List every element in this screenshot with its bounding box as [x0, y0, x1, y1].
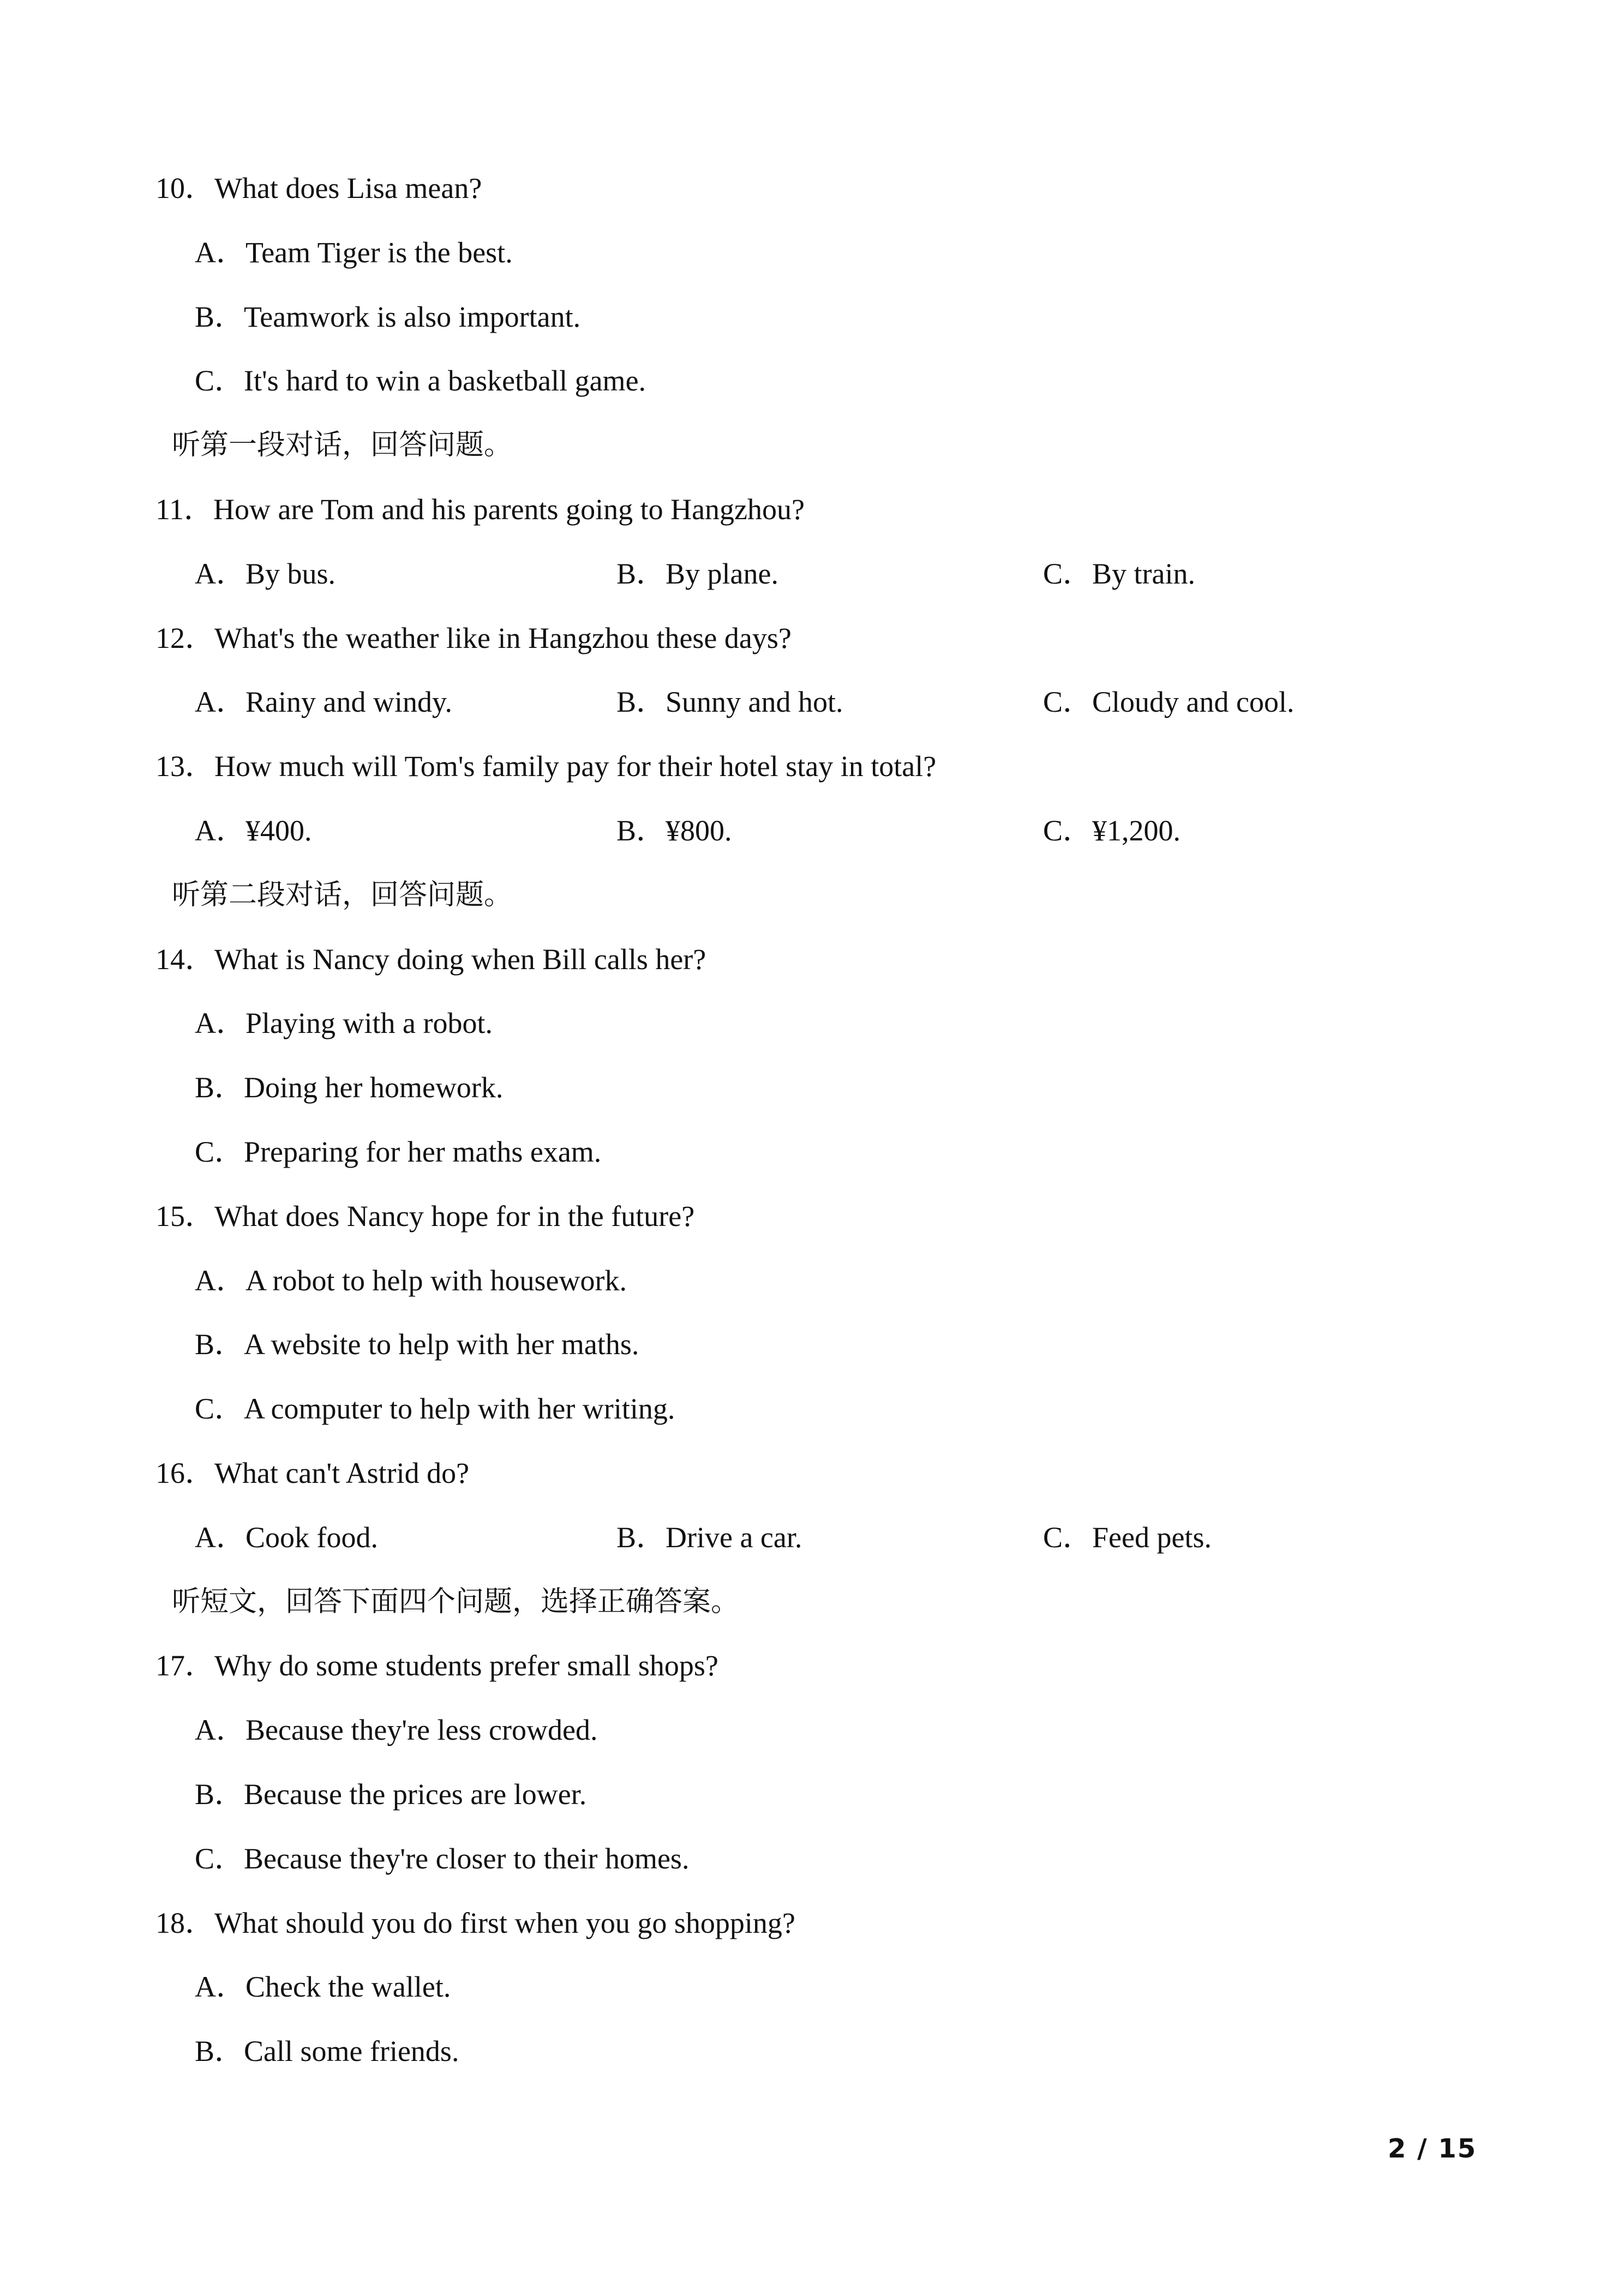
question: 15．What does Nancy hope for in the future?	[155, 1200, 695, 1233]
answer-option: B．A website to help with her maths.	[195, 1328, 639, 1361]
answer-option: C．A computer to help with her writing.	[195, 1392, 675, 1425]
question: 16．What can't Astrid do?	[155, 1457, 470, 1489]
option-c: C．Cloudy and cool.	[1043, 686, 1295, 718]
answer-option: B．Because the prices are lower.	[195, 1778, 587, 1811]
section-instruction: 听第一段对话，回答问题。	[172, 429, 513, 461]
answer-option: A．Team Tiger is the best.	[195, 236, 513, 269]
section-instruction: 听第二段对话，回答问题。	[172, 879, 513, 911]
answer-option: B．Call some friends.	[195, 2035, 459, 2067]
answer-option: B．Doing her homework.	[195, 1071, 504, 1104]
question: 14．What is Nancy doing when Bill calls her?	[155, 943, 706, 976]
option-a: A．¥400.	[195, 814, 312, 847]
answer-option: C．Preparing for her maths exam.	[195, 1135, 602, 1168]
question: 10．What does Lisa mean?	[155, 172, 482, 205]
option-c: C．By train.	[1043, 557, 1195, 590]
option-a: A．Cook food.	[195, 1521, 378, 1554]
option-b: B．By plane.	[616, 557, 778, 590]
question: 12．What's the weather like in Hangzhou these days?	[155, 622, 792, 654]
answer-option: A．Check the wallet.	[195, 1970, 451, 2003]
answer-option: A．A robot to help with housework.	[195, 1264, 627, 1297]
question: 17．Why do some students prefer small shops?	[155, 1649, 718, 1682]
option-a: A．By bus.	[195, 557, 336, 590]
answer-option: A．Playing with a robot.	[195, 1007, 493, 1039]
question: 18．What should you do first when you go shopping?	[155, 1907, 795, 1939]
question: 13．How much will Tom's family pay for their hotel stay in total?	[155, 750, 937, 783]
option-b: B．Sunny and hot.	[616, 686, 843, 718]
answer-option: C．Because they're closer to their homes.	[195, 1842, 690, 1875]
option-c: C．¥1,200.	[1043, 814, 1181, 847]
answer-option: B．Teamwork is also important.	[195, 300, 581, 333]
question: 11．How are Tom and his parents going to Hangzhou?	[155, 493, 805, 526]
section-instruction: 听短文，回答下面四个问题，选择正确答案。	[172, 1585, 740, 1618]
answer-option: C．It's hard to win a basketball game.	[195, 364, 646, 397]
page-number: 2 / 15	[1387, 2133, 1477, 2164]
option-c: C．Feed pets.	[1043, 1521, 1212, 1554]
option-a: A．Rainy and windy.	[195, 686, 452, 718]
option-b: B．¥800.	[616, 814, 732, 847]
option-b: B．Drive a car.	[616, 1521, 802, 1554]
answer-option: A．Because they're less crowded.	[195, 1714, 598, 1746]
